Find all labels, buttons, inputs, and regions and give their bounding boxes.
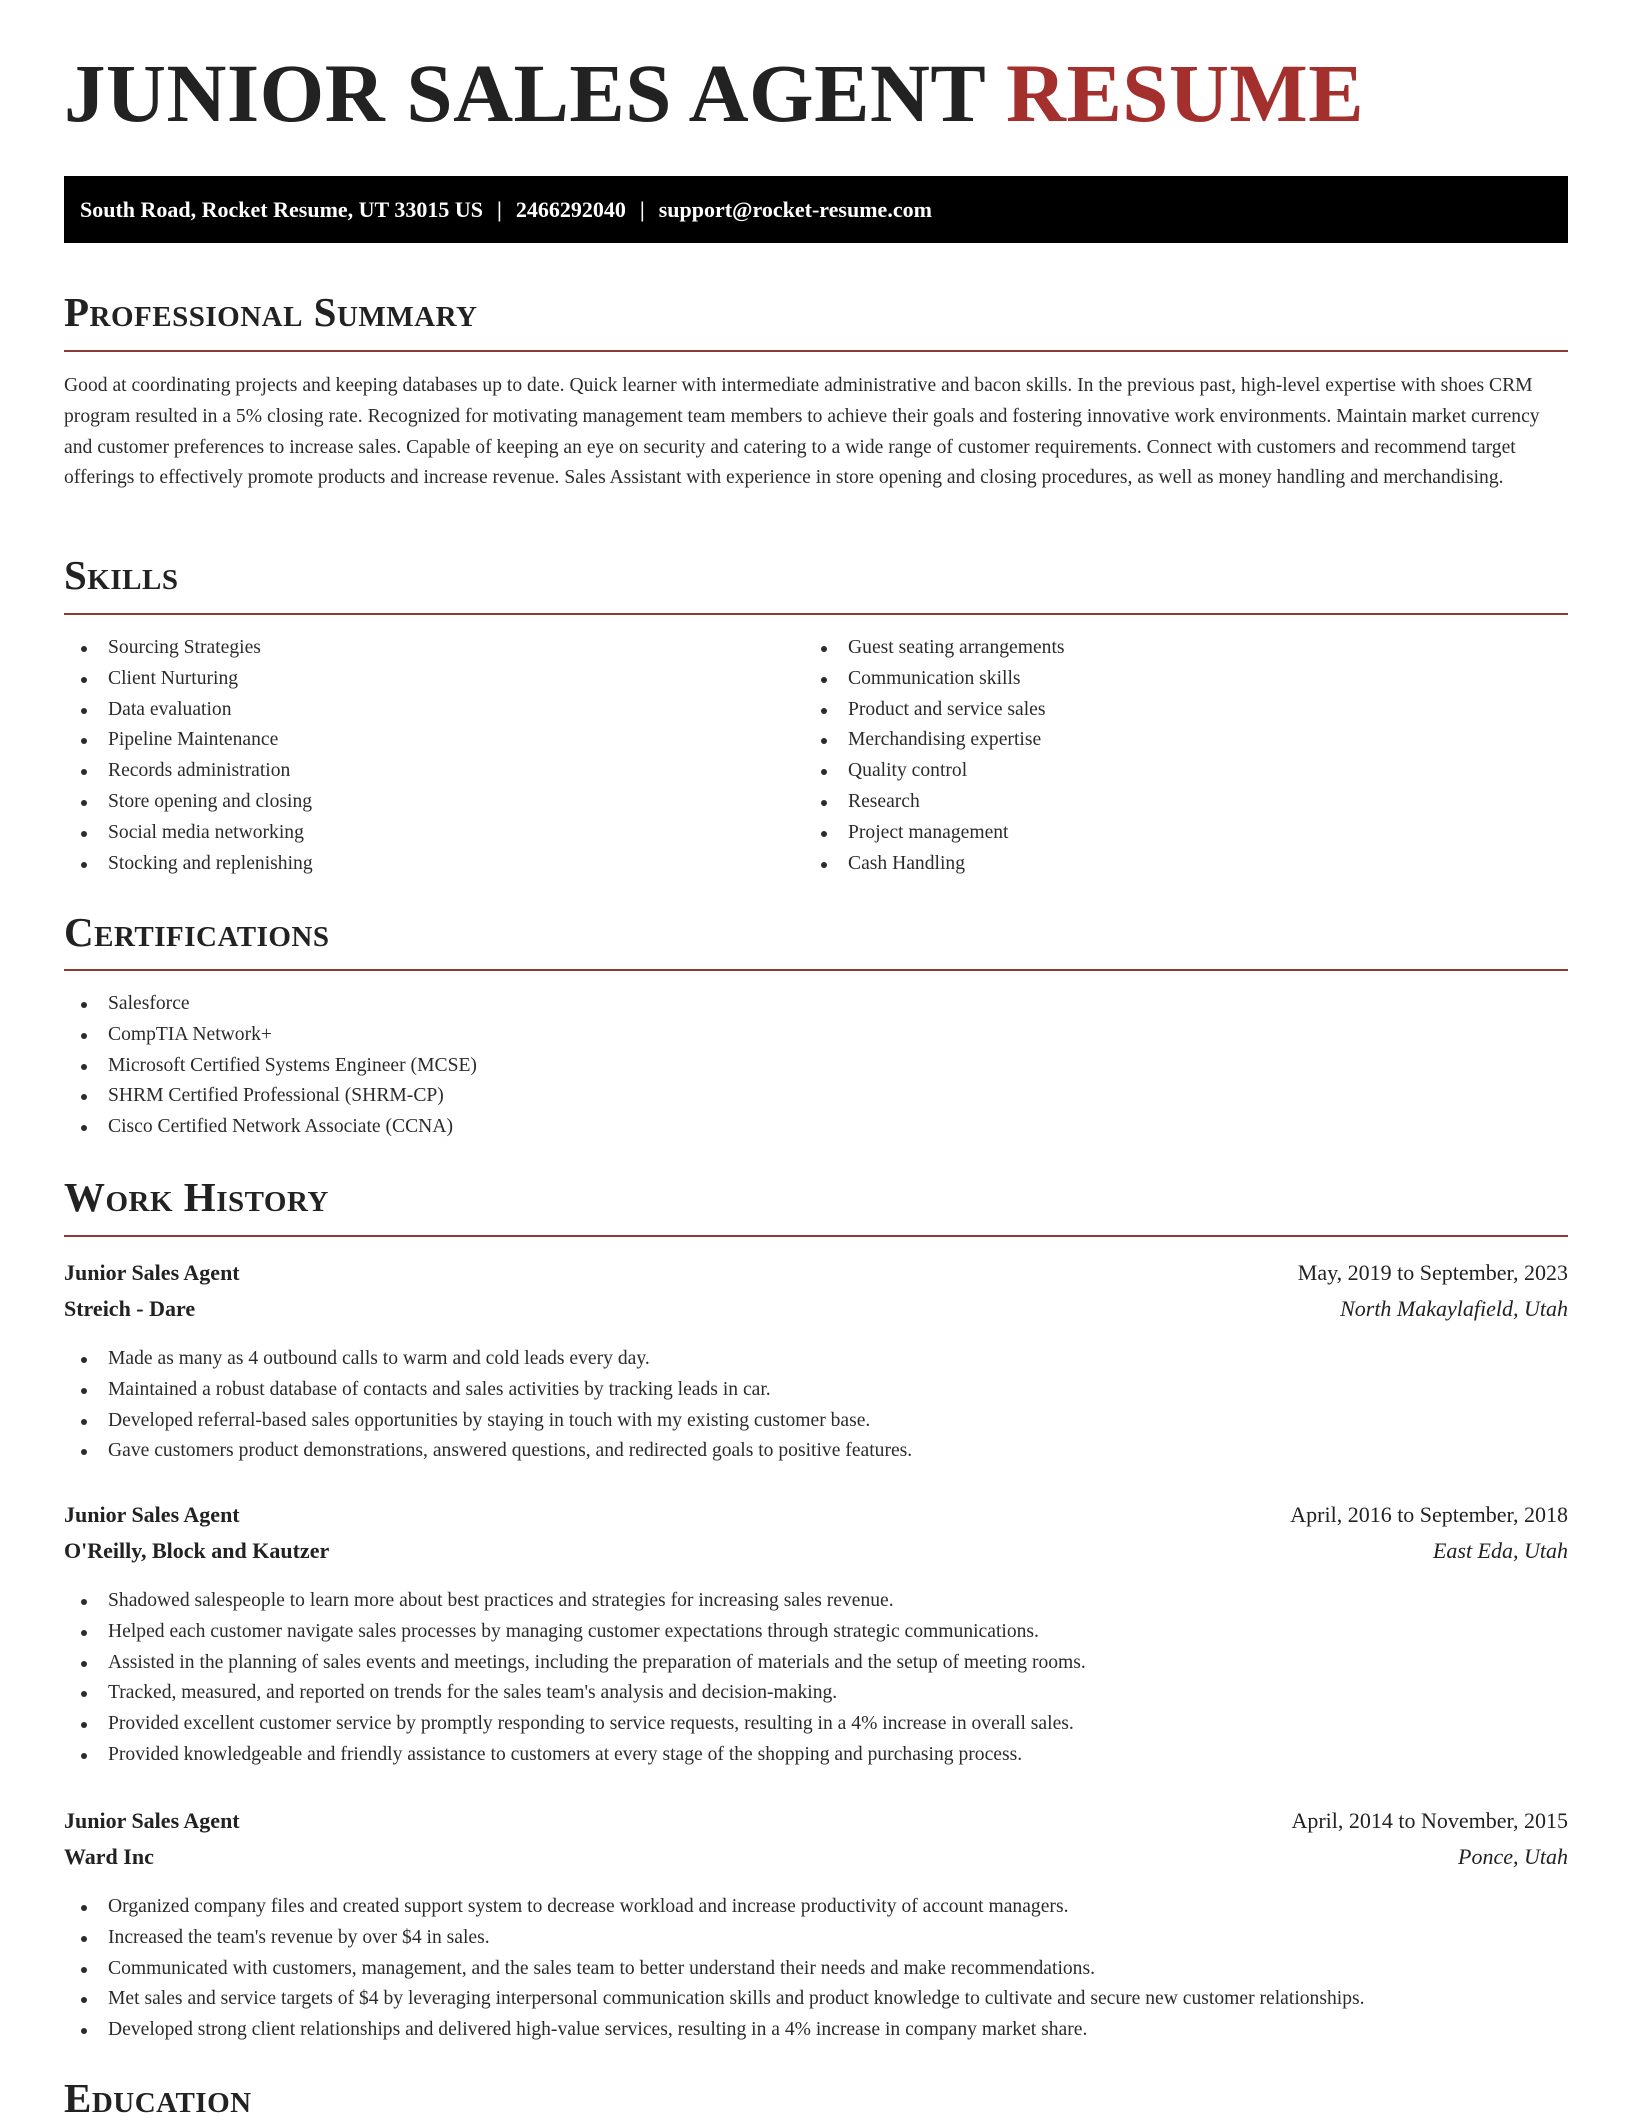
section-divider: [64, 613, 1568, 615]
contact-phone: 2466292040: [515, 197, 626, 222]
job-company: Ward Inc: [64, 1844, 154, 1869]
skills-list-right: [804, 633, 1065, 879]
job-company: Streich - Dare: [64, 1296, 196, 1321]
list-item: Research: [804, 787, 1065, 818]
job-location: North Makaylafield, Utah: [1340, 1296, 1568, 1321]
list-item: Stocking and replenishing: [64, 849, 313, 880]
title-accent: RESUME: [1006, 47, 1365, 139]
list-item: Sourcing Strategies: [64, 633, 313, 664]
certifications-list: [64, 989, 477, 1143]
job-title: Junior Sales Agent: [64, 1502, 240, 1527]
list-item: Shadowed salespeople to learn more about best practices and strategies for increasing sales revenue.: [64, 1586, 1086, 1617]
job-bullet-list: [64, 1586, 1086, 1771]
section-divider: [64, 1235, 1568, 1237]
job-location: East Eda, Utah: [1432, 1538, 1568, 1563]
list-item: Microsoft Certified Systems Engineer (MCSE): [64, 1051, 477, 1082]
list-item: Data evaluation: [64, 695, 313, 726]
list-item: Communicated with customers, management, and the sales team to better understand their needs and make recommendations.: [64, 1954, 1365, 1985]
skills-list-left: [64, 633, 313, 879]
job-bullet-list: [64, 1344, 912, 1467]
certifications-heading: Certifications: [64, 909, 330, 955]
list-item: Tracked, measured, and reported on trends for the sales team's analysis and decision-making.: [64, 1678, 1086, 1709]
list-item: Product and service sales: [804, 695, 1065, 726]
list-item: Made as many as 4 outbound calls to warm and cold leads every day.: [64, 1344, 912, 1375]
list-item: Maintained a robust database of contacts and sales activities by tracking leads in car.: [64, 1375, 912, 1406]
section-divider: [64, 350, 1568, 352]
education-heading: Education: [64, 2075, 252, 2121]
list-item: SHRM Certified Professional (SHRM-CP): [64, 1081, 477, 1112]
contact-email: support@rocket-resume.com: [658, 197, 932, 222]
job-header-row: [64, 1808, 1568, 1840]
list-item: Records administration: [64, 756, 313, 787]
list-item: Developed referral-based sales opportunities by staying in touch with my existing customer base.: [64, 1406, 912, 1437]
list-item: Helped each customer navigate sales processes by managing customer expectations through strategic communications.: [64, 1617, 1086, 1648]
job-title: Junior Sales Agent: [64, 1260, 240, 1285]
list-item: Quality control: [804, 756, 1065, 787]
job-company-row: [64, 1844, 1568, 1876]
job-dates: April, 2016 to September, 2018: [1290, 1502, 1568, 1527]
list-item: Cash Handling: [804, 849, 1065, 880]
contact-separator: |: [639, 197, 645, 222]
list-item: Met sales and service targets of $4 by leveraging interpersonal communication skills and product knowledge to cultivate and secure new customer relationships.: [64, 1984, 1365, 2015]
list-item: Store opening and closing: [64, 787, 313, 818]
summary-text: Good at coordinating projects and keeping databases up to date. Quick learner with intermediate administrative and bacon skills. In the previous past, high-level expertise with shoes CRM program resulted in a 5% closing rate. Recognized for motivating management team members to achieve their goals and fostering innovative work environments. Maintain market currency and customer preferences to increase sales. Capable of keeping an eye on security and catering to a wide range of customer requirements. Connect with customers and recommend target offerings to effectively promote products and increase revenue. Sales Assistant with experience in store opening and closing procedures, as well as money handling and merchandising.: [64, 375, 1540, 489]
skills-heading: Skills: [64, 552, 179, 598]
list-item: Guest seating arrangements: [804, 633, 1065, 664]
resume-title: [64, 47, 1365, 139]
list-item: Gave customers product demonstrations, answered questions, and redirected goals to positive features.: [64, 1436, 912, 1467]
list-item: Provided knowledgeable and friendly assistance to customers at every stage of the shopping and purchasing process.: [64, 1740, 1086, 1771]
list-item: Pipeline Maintenance: [64, 725, 313, 756]
summary-heading: Professional Summary: [64, 289, 478, 335]
job-company-row: [64, 1538, 1568, 1570]
list-item: Communication skills: [804, 664, 1065, 695]
work-history-heading: Work History: [64, 1174, 329, 1220]
list-item: Merchandising expertise: [804, 725, 1065, 756]
list-item: Increased the team's revenue by over $4 in sales.: [64, 1923, 1365, 1954]
job-title: Junior Sales Agent: [64, 1808, 240, 1833]
list-item: Client Nurturing: [64, 664, 313, 695]
list-item: Assisted in the planning of sales events and meetings, including the preparation of materials and the setup of meeting rooms.: [64, 1648, 1086, 1679]
job-company-row: [64, 1296, 1568, 1328]
contact-separator: |: [496, 197, 502, 222]
list-item: Salesforce: [64, 989, 477, 1020]
list-item: CompTIA Network+: [64, 1020, 477, 1051]
job-company: O'Reilly, Block and Kautzer: [64, 1538, 330, 1563]
job-header-row: [64, 1260, 1568, 1292]
list-item: Cisco Certified Network Associate (CCNA): [64, 1112, 477, 1143]
contact-bar: [64, 176, 1568, 243]
job-dates: May, 2019 to September, 2023: [1297, 1260, 1568, 1285]
job-location: Ponce, Utah: [1458, 1844, 1568, 1869]
job-header-row: [64, 1502, 1568, 1534]
section-divider: [64, 969, 1568, 971]
list-item: Social media networking: [64, 818, 313, 849]
job-dates: April, 2014 to November, 2015: [1291, 1808, 1568, 1833]
list-item: Project management: [804, 818, 1065, 849]
list-item: Developed strong client relationships and delivered high-value services, resulting in a 4% increase in company market share.: [64, 2015, 1365, 2046]
list-item: Provided excellent customer service by promptly responding to service requests, resulting in a 4% increase in overall sales.: [64, 1709, 1086, 1740]
list-item: Organized company files and created support system to decrease workload and increase productivity of account managers.: [64, 1892, 1365, 1923]
contact-address: South Road, Rocket Resume, UT 33015 US: [80, 197, 483, 222]
job-bullet-list: [64, 1892, 1365, 2046]
title-main: JUNIOR SALES AGENT: [64, 47, 985, 139]
